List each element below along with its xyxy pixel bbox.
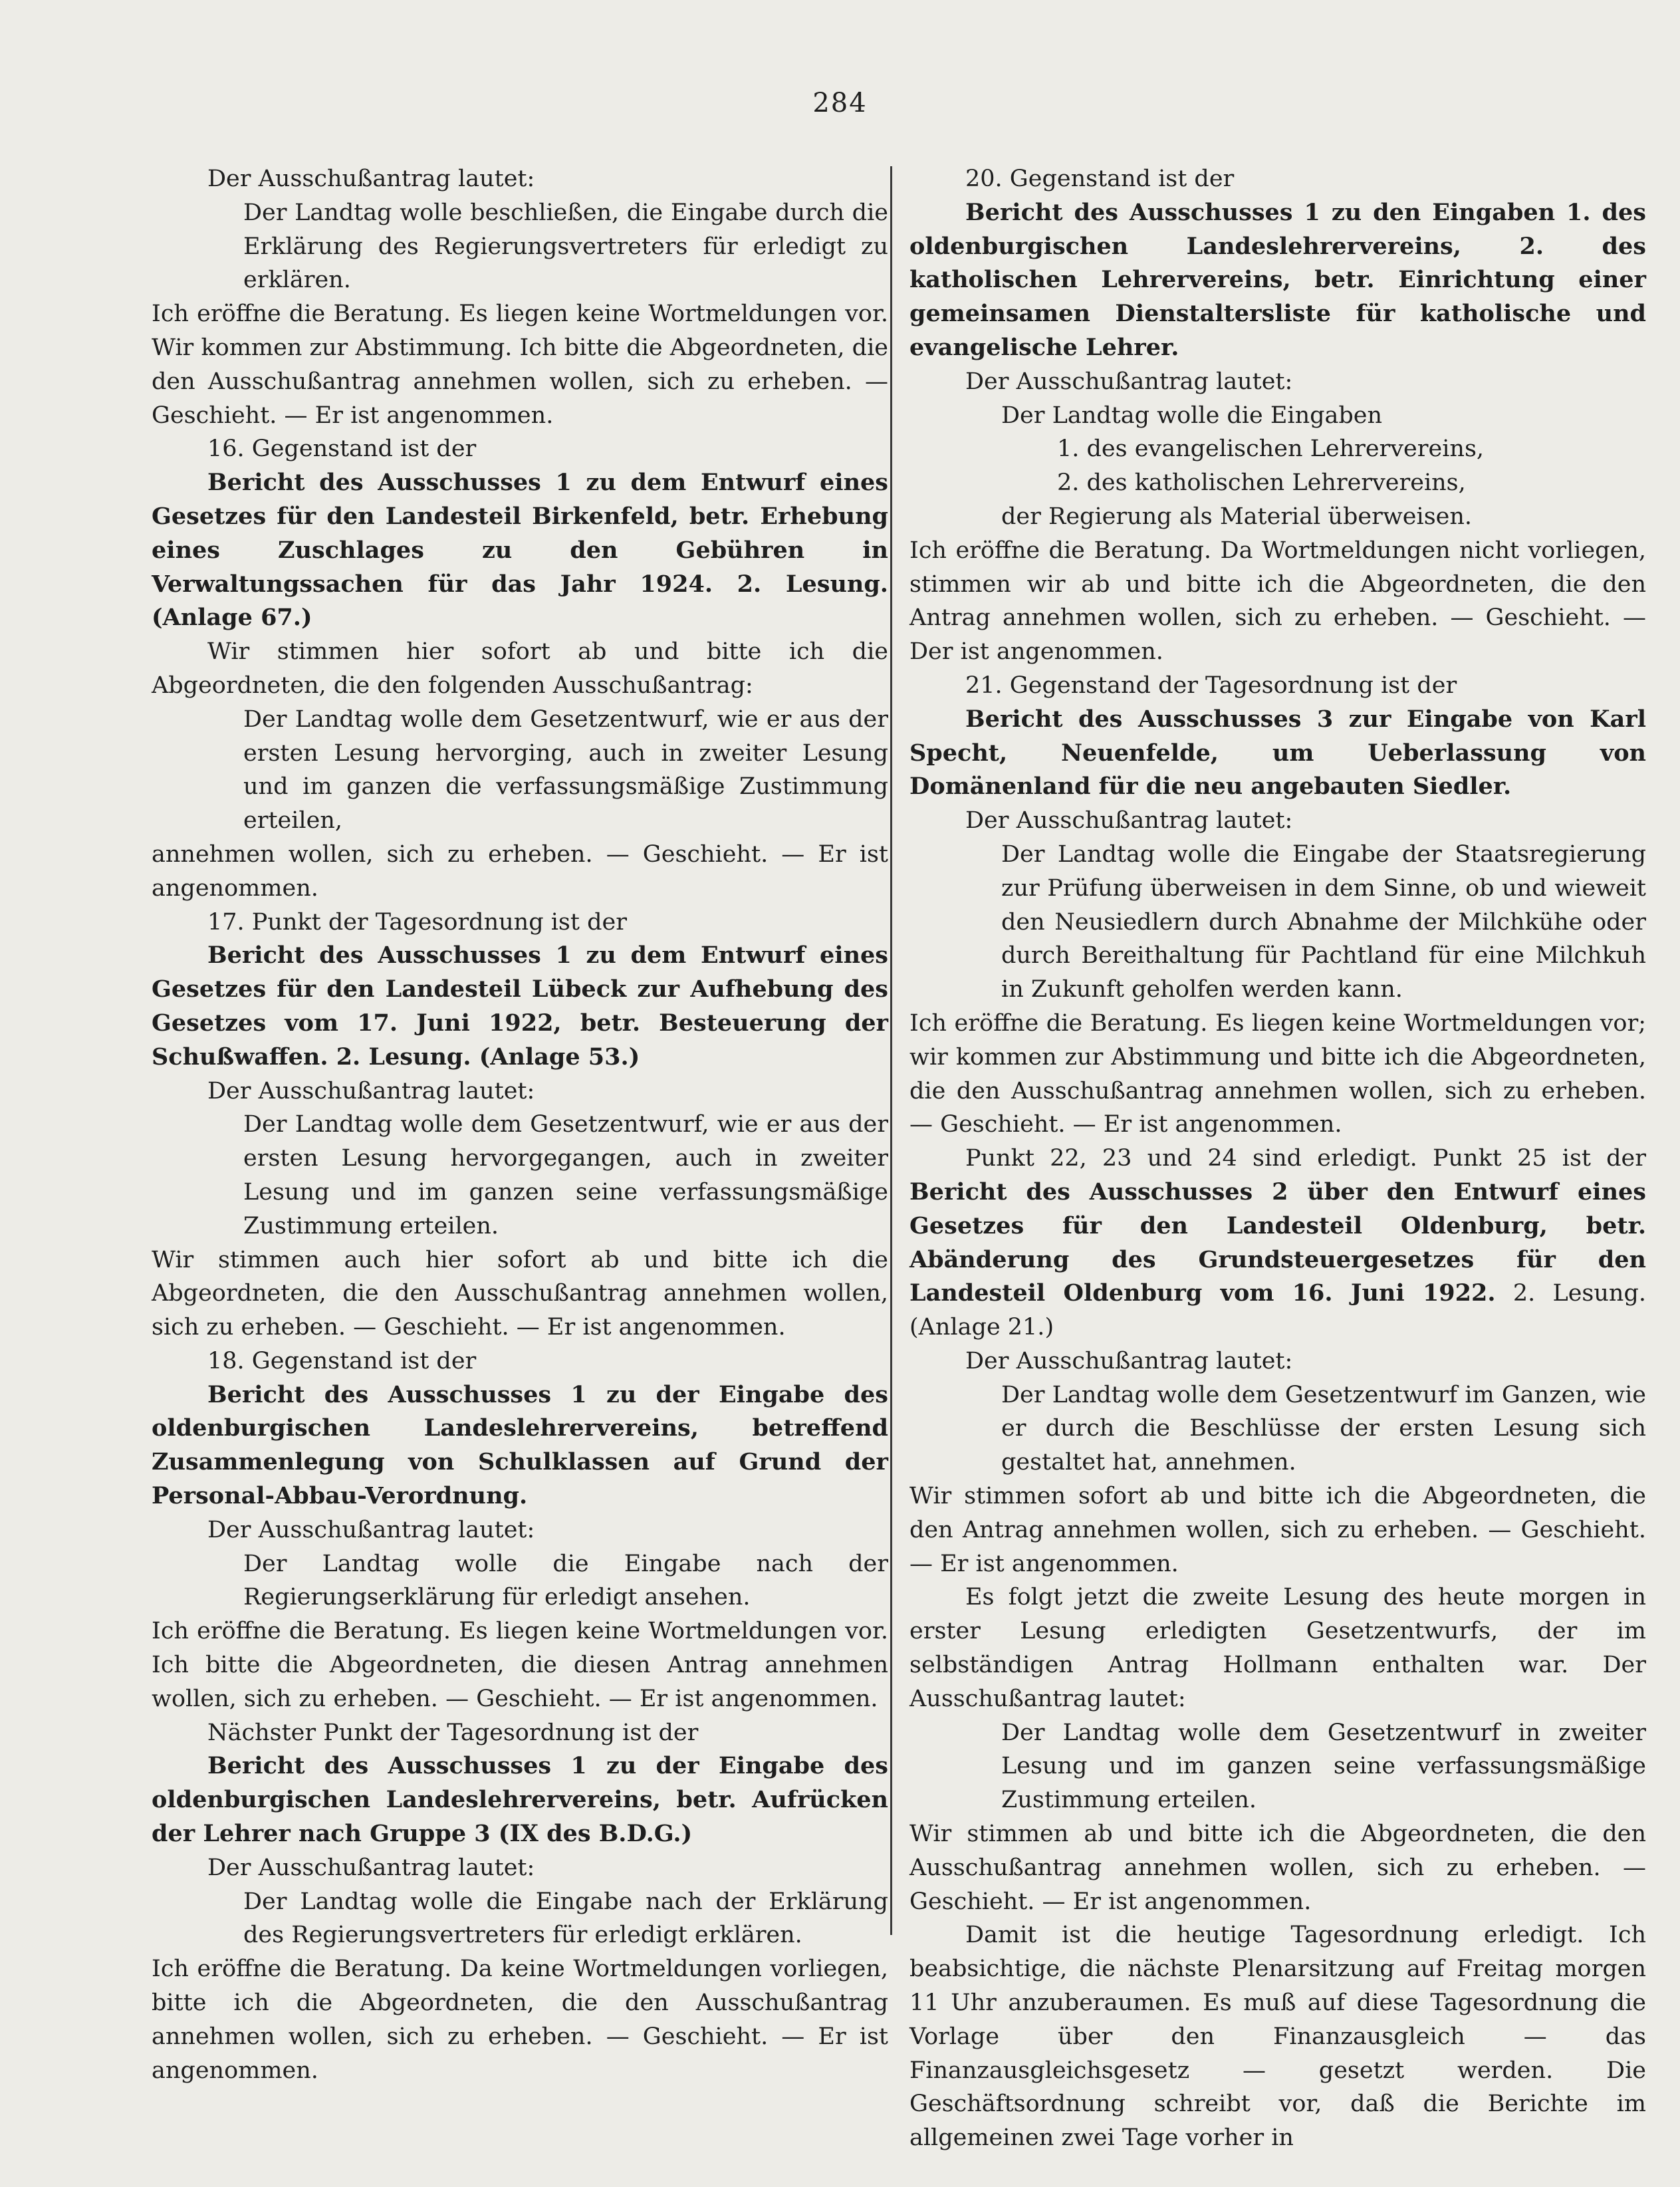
left-column [152,162,888,2087]
page-number: 284 [812,88,868,118]
right-agenda-heading: Bericht des Ausschusses 1 zu den Eingaben 1. des oldenburgischen Landeslehrervereins, 2. des katholischen Lehrervereins, betr. Einrichtung einer gemeinsamen Dienstaltersliste für katholische und evangelische Lehrer. [909,198,1646,361]
right-paragraph: Ich eröffne die Beratung. Es liegen keine Wortmeldungen vor; wir kommen zur Abstimmung und bitte ich die Abgeordneten, die den Ausschußantrag annehmen wollen, sich zu erheben. — Geschieht. — Er ist angenommen. [909,1009,1646,1138]
right-list-item: 1. des evangelischen Lehrervereins, [1057,436,1485,463]
right-column [909,162,1646,2155]
right-agenda-heading: Bericht des Ausschusses 3 zur Eingabe von Karl Specht, Neuenfelde, um Ueberlassung von Domänenland für die neu angebauten Siedler. [909,705,1646,801]
right-paragraph: Es folgt jetzt die zweite Lesung des heute morgen in erster Lesung erledigten Gesetzentwurfs, der im selbständigen Antrag Hollmann enthalten war. Der Ausschußantrag lautet: [909,1584,1646,1712]
left-quoted-motion: Der Landtag wolle dem Gesetzentwurf, wie er aus der ersten Lesung hervorging, auch in zweiter Lesung und im ganzen die verfassungsmäßige Zustimmung erteilen, [243,706,888,835]
left-paragraph-label: Der Ausschußantrag lautet: [207,166,535,192]
left-paragraph: Wir stimmen auch hier sofort ab und bitte ich die Abgeordneten, die den Ausschußantrag annehmen wollen, sich zu erheben. — Geschieht. — Er ist angenommen. [152,1246,888,1341]
left-quoted-motion: Der Landtag wolle dem Gesetzentwurf, wie er aus der ersten Lesung hervorgegangen, auch in zweiter Lesung und im ganzen seine verfassungsmäßige Zustimmung erteilen. [243,1111,888,1239]
left-paragraph: 18. Gegenstand ist der [207,1347,477,1374]
right-paragraph: 21. Gegenstand der Tagesordnung ist der [965,672,1457,699]
right-quoted-motion: Der Landtag wolle dem Gesetzentwurf im Ganzen, wie er durch die Beschlüsse der ersten Lesung sich gestaltet hat, annehmen. [1001,1381,1647,1476]
left-quoted-motion: Der Landtag wolle beschließen, die Eingabe durch die Erklärung des Regierungsvertreters für erledigt zu erklären. [243,199,888,294]
left-paragraph: Ich eröffne die Beratung. Da keine Wortmeldungen vorliegen, bitte ich die Abgeordneten, die den Ausschußantrag annehmen wollen, sich zu erheben. — Geschieht. — Er ist angenommen. [152,1956,888,2084]
right-paragraph-label: Der Ausschußantrag lautet: [965,368,1293,395]
left-paragraph: 17. Punkt der Tagesordnung ist der [207,908,627,936]
left-quoted-motion: Der Landtag wolle die Eingabe nach der Erklärung des Regierungsvertreters für erledigt erklären. [243,1888,888,1949]
right-quoted-motion: Der Landtag wolle die Eingaben [1001,402,1383,429]
right-paragraph: Wir stimmen ab und bitte ich die Abgeordneten, die den Ausschußantrag annehmen wollen, sich zu erheben. — Geschieht. — Er ist angenommen. [909,1821,1646,1915]
left-agenda-heading: Bericht des Ausschusses 1 zu dem Entwurf eines Gesetzes für den Landesteil Lübeck zur Aufhebung des Gesetzes vom 17. Juni 1922, betr. Besteuerung der Schußwaffen. 2. Lesung. (Anlage 53.) [152,942,888,1071]
left-paragraph: annehmen wollen, sich zu erheben. — Geschieht. — Er ist angenommen. [152,840,888,902]
right-paragraph-tail: 2. Lesung. (Anlage 21.) [909,1280,1647,1341]
left-paragraph: Wir stimmen hier sofort ab und bitte ich die Abgeordneten, die den folgenden Ausschußantrag: [152,638,888,699]
left-agenda-heading: Bericht des Ausschusses 1 zu der Eingabe des oldenburgischen Landeslehrervereins, betreffend Zusammenlegung von Schulklassen auf Grund der Personal-Abbau-Verordnung. [152,1380,888,1510]
left-paragraph: Ich eröffne die Beratung. Es liegen keine Wortmeldungen vor. Ich bitte die Abgeordneten, die diesen Antrag annehmen wollen, sich zu erheben. — Geschieht. — Er ist angenommen. [152,1618,888,1712]
right-agenda-heading: Bericht des Ausschusses 2 über den Entwurf eines Gesetzes für den Landesteil Oldenburg, betr. Abänderung des Grundsteuergesetzes für den Landesteil Oldenburg vom 16. Juni 1922. [909,1178,1646,1307]
right-paragraph: Wir stimmen sofort ab und bitte ich die Abgeordneten, die den Antrag annehmen wollen, sich zu erheben. — Geschieht. — Er ist angenommen. [909,1483,1646,1577]
left-quoted-motion: Der Landtag wolle die Eingabe nach der Regierungserklärung für erledigt ansehen. [243,1550,888,1611]
column-divider [890,166,892,1935]
right-quoted-motion: der Regierung als Material überweisen. [1001,503,1473,530]
left-paragraph-label: Der Ausschußantrag lautet: [207,1077,535,1104]
right-paragraph: Ich eröffne die Beratung. Da Wortmeldungen nicht vorliegen, stimmen wir ab und bitte ich die Abgeordneten, die den Antrag annehmen wollen, sich zu erheben. — Geschieht. — Der ist angenommen. [909,537,1646,666]
right-quoted-motion: Der Landtag wolle die Eingabe der Staatsregierung zur Prüfung überweisen in dem Sinne, ob und wieweit den Neusiedlern durch Abnahme der Milchkühe oder durch Bereithaltung für Pachtland für eine Milchkuh in Zukunft geholfen werden kann. [1001,840,1646,1003]
left-paragraph-label: Nächster Punkt der Tagesordnung ist der [207,1719,699,1746]
right-paragraph-label: Der Ausschußantrag lautet: [965,1347,1293,1374]
right-paragraph-label: Der Ausschußantrag lautet: [965,807,1293,835]
right-paragraph-lead: Punkt 22, 23 und 24 sind erledigt. Punkt 25 ist der [965,1145,1646,1172]
left-paragraph: 16. Gegenstand ist der [207,436,477,463]
right-quoted-motion: Der Landtag wolle dem Gesetzentwurf in zweiter Lesung und im ganzen seine verfassungsmäßige Zustimmung erteilen. [1001,1719,1646,1814]
right-list-item: 2. des katholischen Lehrervereins, [1057,469,1466,497]
left-paragraph-label: Der Ausschußantrag lautet: [207,1516,535,1543]
left-agenda-heading: Bericht des Ausschusses 1 zu der Eingabe des oldenburgischen Landeslehrervereins, betr. Aufrücken der Lehrer nach Gruppe 3 (IX des B.D.G.) [152,1752,888,1848]
right-paragraph [909,1142,1646,1345]
left-agenda-heading: Bericht des Ausschusses 1 zu dem Entwurf eines Gesetzes für den Landesteil Birkenfeld, betr. Erhebung eines Zuschlages zu den Gebühren in Verwaltungssachen für das Jahr 1924. 2. Lesung. (Anlage 67.) [152,469,888,632]
left-paragraph-label: Der Ausschußantrag lautet: [207,1854,535,1881]
right-paragraph: Damit ist die heutige Tagesordnung erledigt. Ich beabsichtige, die nächste Plenarsitzung auf Freitag morgen 11 Uhr anzuberaumen. Es muß auf diese Tagesordnung die Vorlage über den Finanzausgleich — das Finanzausgleichsgesetz — gesetzt werden. Die Geschäftsordnung schreibt vor, daß die Berichte im allgemeinen zwei Tage vorher in [909,1922,1646,2152]
right-paragraph: 20. Gegenstand ist der [965,166,1235,192]
left-paragraph: Ich eröffne die Beratung. Es liegen keine Wortmeldungen vor. Wir kommen zur Abstimmung. Ich bitte die Abgeordneten, die den Ausschußantrag annehmen wollen, sich zu erheben. — Geschieht. — Er ist angenommen. [152,301,888,429]
